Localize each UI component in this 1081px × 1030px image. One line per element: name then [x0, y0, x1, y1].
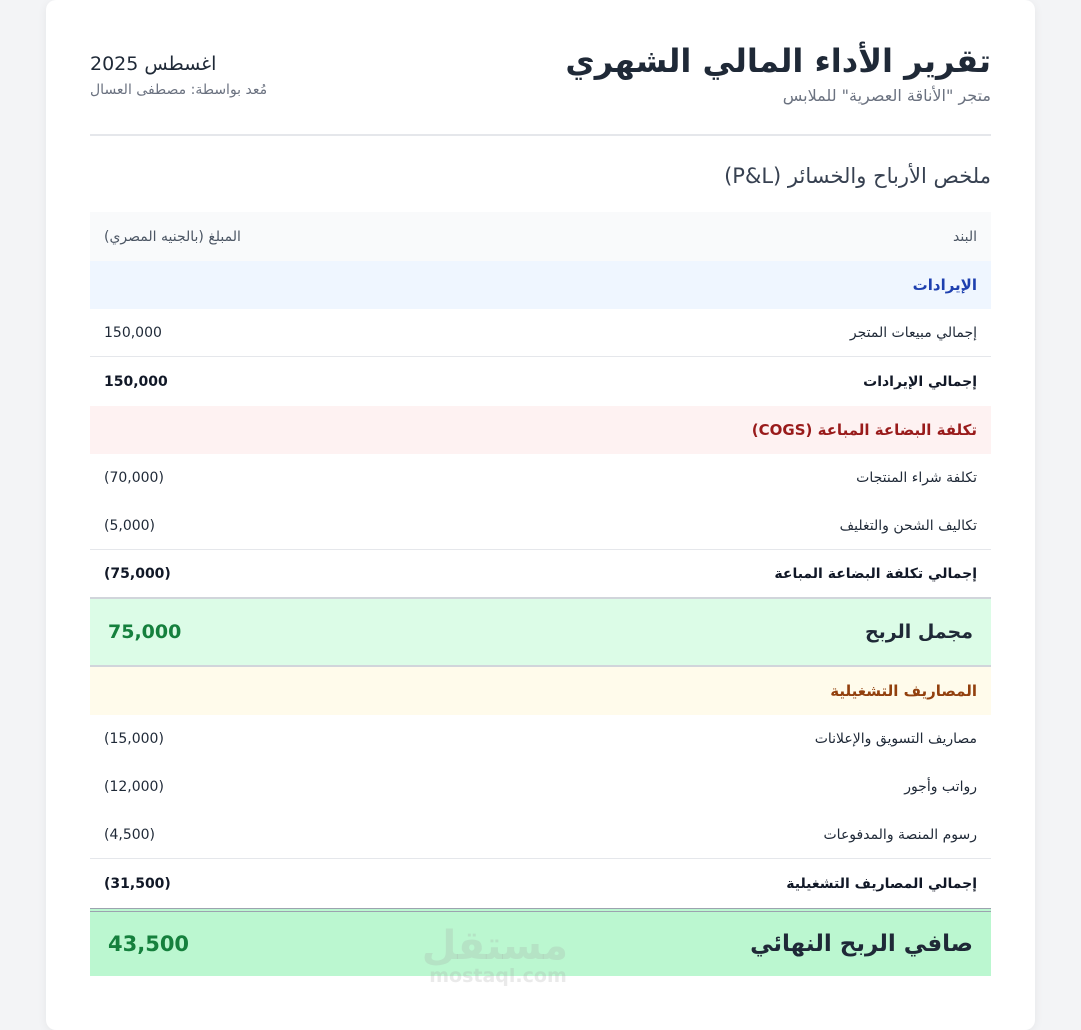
table-header-row	[90, 212, 991, 261]
gross-profit-label: مجمل الربح	[864, 621, 973, 643]
row-label: مصاريف التسويق والإعلانات	[814, 731, 977, 747]
total-value: (31,500)	[104, 875, 171, 892]
net-profit-value: 43,500	[108, 932, 190, 956]
total-label: إجمالي تكلفة البضاعة المباعة	[774, 565, 977, 582]
total-value: 150,000	[104, 373, 168, 390]
total-row-opex	[90, 859, 991, 908]
table-row	[90, 309, 991, 357]
row-value: 150,000	[104, 324, 162, 341]
watermark-arabic: مستقل	[421, 923, 568, 969]
column-header-item: البند	[953, 228, 977, 245]
category-row-revenue	[90, 261, 991, 309]
report-date: اغسطس 2025	[90, 53, 217, 75]
table-row	[90, 811, 991, 859]
table-row	[90, 454, 991, 502]
table-row	[90, 763, 991, 811]
category-label: الإيرادات	[912, 276, 977, 294]
row-value: (5,000)	[104, 517, 156, 534]
report-card	[46, 0, 1035, 1030]
total-label: إجمالي الإيرادات	[863, 373, 977, 390]
total-value: (75,000)	[104, 565, 171, 582]
category-row-opex	[90, 667, 991, 715]
row-label: إجمالي مبيعات المتجر	[849, 324, 977, 341]
store-name: متجر "الأناقة العصرية" للملابس	[782, 86, 991, 105]
total-row-revenue	[90, 357, 991, 406]
table-row	[90, 715, 991, 763]
watermark-latin: mostaql.com	[429, 965, 567, 987]
row-value: (70,000)	[104, 470, 164, 486]
total-label: إجمالي المصاريف التشغيلية	[786, 875, 977, 892]
row-label: تكلفة شراء المنتجات	[856, 470, 977, 486]
row-label: رسوم المنصة والمدفوعات	[823, 826, 977, 843]
total-row-cogs	[90, 550, 991, 599]
net-profit-label: صافي الربح النهائي	[750, 931, 973, 957]
category-row-cogs	[90, 406, 991, 454]
report-author: مُعد بواسطة: مصطفى العسال	[90, 82, 268, 98]
row-value: (15,000)	[104, 731, 164, 747]
table-row	[90, 502, 991, 550]
row-label: تكاليف الشحن والتغليف	[839, 517, 977, 534]
report-header	[90, 40, 991, 136]
pnl-table	[90, 212, 991, 976]
category-label: تكلفة البضاعة المباعة (COGS)	[751, 421, 977, 439]
category-label: المصاريف التشغيلية	[830, 682, 977, 700]
row-value: (4,500)	[104, 826, 156, 843]
section-title: ملخص الأرباح والخسائر (P&L)	[724, 164, 991, 188]
report-title: تقرير الأداء المالي الشهري	[565, 42, 991, 80]
gross-profit-row	[90, 599, 991, 667]
gross-profit-value: 75,000	[108, 621, 182, 643]
net-profit-row	[90, 908, 991, 976]
column-header-amount: المبلغ (بالجنيه المصري)	[104, 228, 241, 245]
row-value: (12,000)	[104, 779, 164, 795]
row-label: رواتب وأجور	[904, 779, 977, 795]
